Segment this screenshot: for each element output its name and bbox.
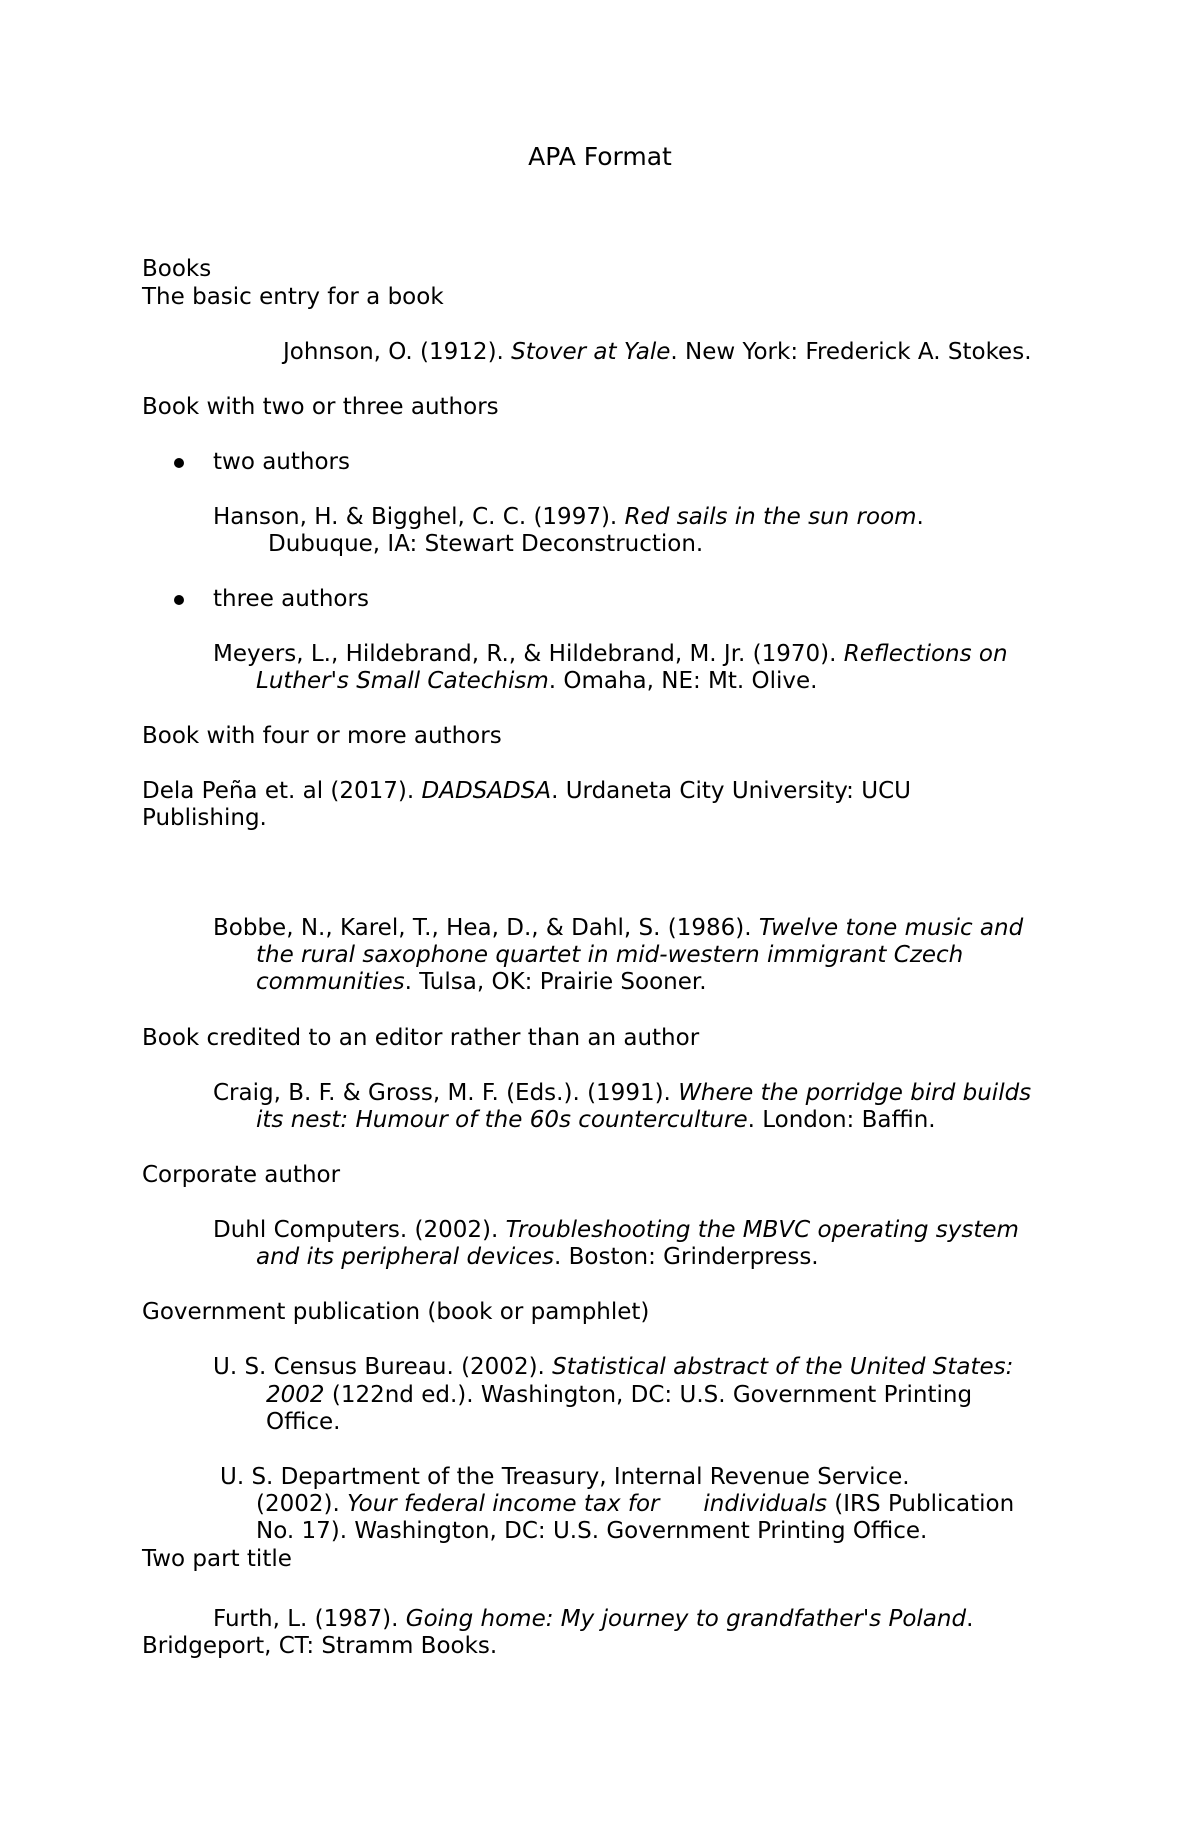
government-entry2-line1: U. S. Department of the Treasury, Internal Revenue Service. bbox=[220, 1464, 910, 1490]
two-authors-label: two authors bbox=[213, 449, 350, 475]
four-authors-entry2-line3: communities. Tulsa, OK: Prairie Sooner. bbox=[256, 969, 707, 995]
government-label: Government publication (book or pamphlet) bbox=[142, 1299, 650, 1325]
two-authors-citation-line2: Dubuque, IA: Stewart Deconstruction. bbox=[268, 531, 704, 557]
four-authors-entry2-line2: the rural saxophone quartet in mid-western immigrant Czech bbox=[256, 942, 964, 968]
page-title: APA Format bbox=[528, 142, 672, 171]
basic-entry-label: The basic entry for a book bbox=[142, 284, 444, 310]
government-entry2-line2: (2002). Your federal income tax for individuals (IRS Publication bbox=[256, 1491, 1015, 1517]
two-part-title-label: Two part title bbox=[142, 1546, 292, 1572]
basic-entry-citation: Johnson, O. (1912). Stover at Yale. New York: Frederick A. Stokes. bbox=[283, 339, 1032, 365]
corporate-citation-line1: Duhl Computers. (2002). Troubleshooting the MBVC operating system bbox=[213, 1217, 1019, 1243]
three-authors-label: three authors bbox=[213, 586, 369, 612]
two-authors-citation-line1: Hanson, H. & Bigghel, C. C. (1997). Red sails in the sun room. bbox=[213, 504, 924, 530]
corporate-author-label: Corporate author bbox=[142, 1162, 341, 1188]
bullet-icon bbox=[174, 595, 184, 605]
government-entry1-line1: U. S. Census Bureau. (2002). Statistical abstract of the United States: bbox=[213, 1354, 1014, 1380]
bullet-icon bbox=[174, 458, 184, 468]
government-entry1-line3: Office. bbox=[266, 1409, 341, 1435]
government-entry2-line3: No. 17). Washington, DC: U.S. Government Printing Office. bbox=[256, 1518, 928, 1544]
editor-citation-line2: its nest: Humour of the 60s counterculture. London: Baffin. bbox=[256, 1107, 936, 1133]
four-more-authors-label: Book with four or more authors bbox=[142, 723, 502, 749]
four-authors-entry1-line1: Dela Peña et. al (2017). DADSADSA. Urdaneta City University: UCU bbox=[142, 778, 911, 804]
two-three-authors-label: Book with two or three authors bbox=[142, 394, 499, 420]
two-part-citation-line1: Furth, L. (1987). Going home: My journey to grandfather's Poland. bbox=[213, 1606, 974, 1632]
corporate-citation-line2: and its peripheral devices. Boston: Grinderpress. bbox=[256, 1244, 819, 1270]
editor-citation-line1: Craig, B. F. & Gross, M. F. (Eds.). (1991). Where the porridge bird builds bbox=[213, 1080, 1032, 1106]
three-authors-citation-line2: Luther's Small Catechism. Omaha, NE: Mt. Olive. bbox=[256, 668, 818, 694]
four-authors-entry1-line2: Publishing. bbox=[142, 805, 267, 831]
four-authors-entry2-line1: Bobbe, N., Karel, T., Hea, D., & Dahl, S. (1986). Twelve tone music and bbox=[213, 915, 1024, 941]
two-part-citation-line2: Bridgeport, CT: Stramm Books. bbox=[142, 1633, 498, 1659]
section-heading-books: Books bbox=[142, 256, 212, 282]
editor-label: Book credited to an editor rather than an author bbox=[142, 1025, 700, 1051]
government-entry1-line2: 2002 (122nd ed.). Washington, DC: U.S. Government Printing bbox=[266, 1382, 973, 1408]
three-authors-citation-line1: Meyers, L., Hildebrand, R., & Hildebrand, M. Jr. (1970). Reflections on bbox=[213, 641, 1008, 667]
